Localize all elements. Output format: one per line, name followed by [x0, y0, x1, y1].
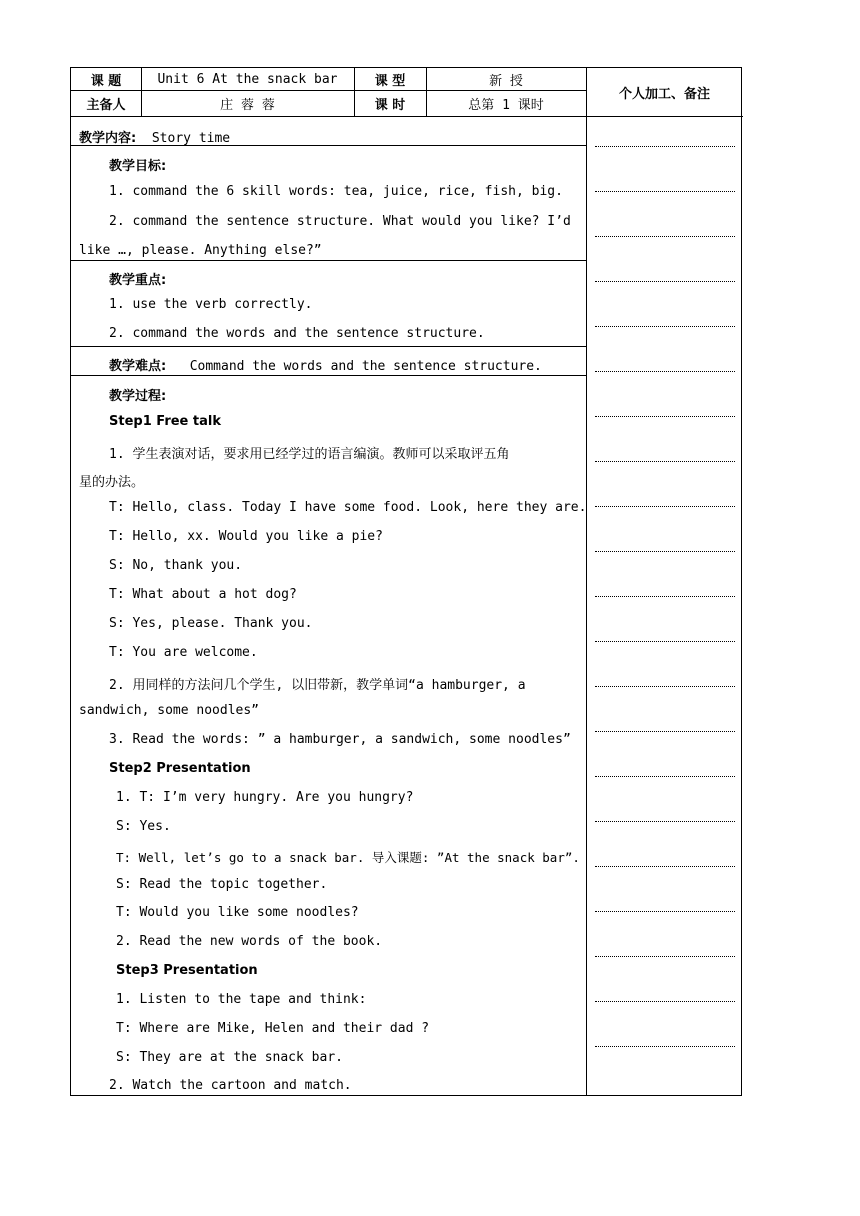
step-heading: Step2 Presentation	[109, 761, 251, 776]
process-line: T: You are welcome.	[109, 645, 258, 660]
process-line: T: Hello, class. Today I have some food. Look, here they are.	[109, 500, 587, 515]
note-line	[595, 776, 735, 777]
process-line: T: Would you like some noodles?	[116, 905, 359, 920]
lesson-plan-table	[70, 67, 742, 1096]
section-divider	[71, 260, 586, 261]
note-line	[595, 911, 735, 912]
objective-item: 2. command the sentence structure. What would you like? I’d	[109, 214, 571, 229]
note-line	[595, 686, 735, 687]
section-divider	[71, 375, 586, 376]
process-line: 1. Listen to the tape and think:	[116, 992, 367, 1007]
note-line	[595, 236, 735, 237]
process-label: 教学过程:	[109, 389, 167, 404]
difficulties-row	[109, 355, 542, 374]
process-line: 2. Read the new words of the book.	[116, 934, 383, 949]
note-line	[595, 461, 735, 462]
author-value: 庄 蓉 蓉	[220, 97, 275, 113]
difficulties-value: Command the words and the sentence structure.	[189, 359, 542, 374]
author-label: 主备人	[86, 97, 126, 113]
difficulties-label: 教学难点:	[109, 359, 167, 374]
note-line	[595, 551, 735, 552]
process-line: S: They are at the snack bar.	[116, 1050, 343, 1065]
process-line: S: Read the topic together.	[116, 877, 328, 892]
note-line	[595, 821, 735, 822]
note-line	[595, 956, 735, 957]
topic-label: 课 题	[90, 73, 122, 89]
teaching-content-value: Story time	[151, 131, 231, 146]
process-line: 1. T: I’m very hungry. Are you hungry?	[116, 790, 414, 805]
process-line: 2. 用同样的方法问几个学生, 以旧带新，教学单词“a hamburger, a	[109, 678, 526, 693]
topic-value: Unit 6 At the snack bar	[157, 71, 338, 87]
process-line: T: Where are Mike, Helen and their dad ?	[116, 1021, 430, 1036]
note-line	[595, 1001, 735, 1002]
period-value: 总第 1 课时	[468, 97, 544, 113]
key-points-label: 教学重点:	[109, 273, 167, 288]
process-line: S: Yes.	[116, 819, 171, 834]
process-line: S: Yes, please. Thank you.	[109, 616, 313, 631]
note-line	[595, 191, 735, 192]
teaching-content-label: 教学内容:	[79, 131, 137, 146]
notes-column-divider	[586, 68, 587, 1096]
step-heading: Step3 Presentation	[116, 963, 258, 978]
note-line	[595, 641, 735, 642]
note-line	[595, 281, 735, 282]
step-heading: Step1 Free talk	[109, 414, 221, 429]
teaching-content-row	[79, 127, 230, 146]
notes-label: 个人加工、备注	[618, 86, 710, 102]
process-line: sandwich, some noodles”	[79, 703, 260, 718]
type-value: 新 授	[489, 73, 523, 89]
note-line	[595, 326, 735, 327]
objectives-label: 教学目标:	[109, 159, 167, 174]
note-line	[595, 1046, 735, 1047]
process-line: 2. Watch the cartoon and match.	[109, 1078, 352, 1093]
note-line	[595, 146, 735, 147]
note-line	[595, 866, 735, 867]
note-line	[595, 416, 735, 417]
process-line: 1. 学生表演对话，要求用已经学过的语言编演。教师可以采取评五角	[109, 447, 510, 462]
process-line: 3. Read the words: ” a hamburger, a sandwich, some noodles”	[109, 732, 571, 747]
process-line: T: Well, let’s go to a snack bar. 导入课题: ”At the snack bar”.	[116, 850, 580, 865]
objective-item: 1. command the 6 skill words: tea, juice, rice, fish, big.	[109, 184, 563, 199]
objective-item: like …, please. Anything else?”	[79, 243, 322, 258]
process-line: T: Hello, xx. Would you like a pie?	[109, 529, 383, 544]
note-line	[595, 731, 735, 732]
header-bottom-border	[71, 116, 743, 117]
process-line: T: What about a hot dog?	[109, 587, 297, 602]
process-line: 星的办法。	[79, 475, 145, 490]
process-line: S: No, thank you.	[109, 558, 243, 573]
key-point-item: 1. use the verb correctly.	[109, 297, 313, 312]
type-label: 课 型	[374, 73, 406, 89]
note-line	[595, 596, 735, 597]
section-divider	[71, 346, 586, 347]
period-label: 课 时	[374, 97, 406, 113]
key-point-item: 2. command the words and the sentence structure.	[109, 326, 485, 341]
note-line	[595, 506, 735, 507]
note-line	[595, 371, 735, 372]
